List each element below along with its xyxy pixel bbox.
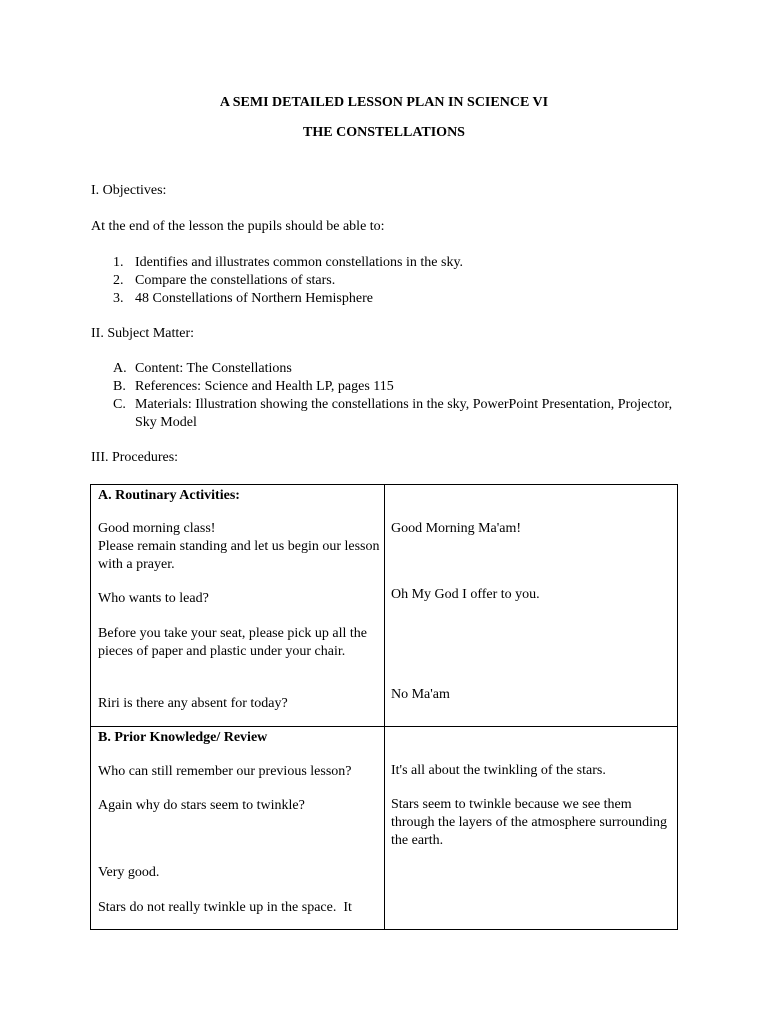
pupil-line: It's all about the twinkling of the stars.: [391, 763, 606, 778]
list-item: [113, 378, 673, 396]
list-item-text: Materials: Illustration showing the constellations in the sky, PowerPoint Presentation, Projector, Sky Model: [135, 397, 673, 430]
list-item-text: Compare the constellations of stars.: [135, 273, 336, 288]
objectives-heading: I. Objectives:: [91, 183, 167, 198]
teacher-line: Who wants to lead?: [98, 591, 209, 606]
objectives-intro: At the end of the lesson the pupils should be able to:: [91, 219, 385, 234]
teacher-line: Again why do stars seem to twinkle?: [98, 798, 305, 813]
teacher-line: Who can still remember our previous lesson?: [98, 764, 352, 779]
list-marker: 1.: [113, 255, 124, 270]
document-title: A SEMI DETAILED LESSON PLAN IN SCIENCE VI: [219, 95, 549, 110]
list-item: [113, 254, 463, 272]
objectives-list: [113, 254, 463, 308]
procedures-table: [90, 484, 678, 930]
column-divider: [384, 485, 385, 929]
list-marker: C.: [113, 397, 126, 412]
list-item: [113, 290, 463, 308]
list-item: [113, 272, 463, 290]
procedures-heading: III. Procedures:: [91, 450, 179, 465]
pupil-line: Good Morning Ma'am!: [391, 521, 522, 536]
list-marker: B.: [113, 379, 126, 394]
teacher-line: Stars do not really twinkle up in the space. It: [98, 900, 352, 915]
teacher-line: Riri is there any absent for today?: [98, 696, 288, 711]
subject-matter-list: [113, 360, 673, 432]
pupil-line: Oh My God I offer to you.: [391, 587, 540, 602]
list-marker: 3.: [113, 291, 124, 306]
teacher-line: Before you take your seat, please pick up all the pieces of paper and plastic under your chair.: [98, 626, 368, 659]
list-marker: A.: [113, 361, 127, 376]
list-item: [113, 360, 673, 378]
row-divider: [91, 726, 677, 727]
teacher-line: Good morning class! Please remain standing and let us begin our lesson with a prayer.: [98, 521, 380, 572]
section-a-heading: A. Routinary Activities:: [98, 488, 240, 503]
list-item-text: References: Science and Health LP, pages 115: [135, 379, 394, 394]
list-item: [113, 396, 673, 432]
teacher-line: Very good.: [98, 865, 160, 880]
list-item-text: Identifies and illustrates common constellations in the sky.: [135, 255, 464, 270]
list-item-text: 48 Constellations of Northern Hemisphere: [135, 291, 373, 306]
pupil-line: Stars seem to twinkle because we see them through the layers of the atmosphere surrounding the earth.: [391, 797, 668, 848]
list-marker: 2.: [113, 273, 124, 288]
subject-matter-heading: II. Subject Matter:: [91, 326, 195, 341]
pupil-line: No Ma'am: [391, 687, 450, 702]
list-item-text: Content: The Constellations: [135, 361, 292, 376]
section-b-heading: B. Prior Knowledge/ Review: [98, 730, 268, 745]
document-subtitle: THE CONSTELLATIONS: [303, 125, 465, 140]
